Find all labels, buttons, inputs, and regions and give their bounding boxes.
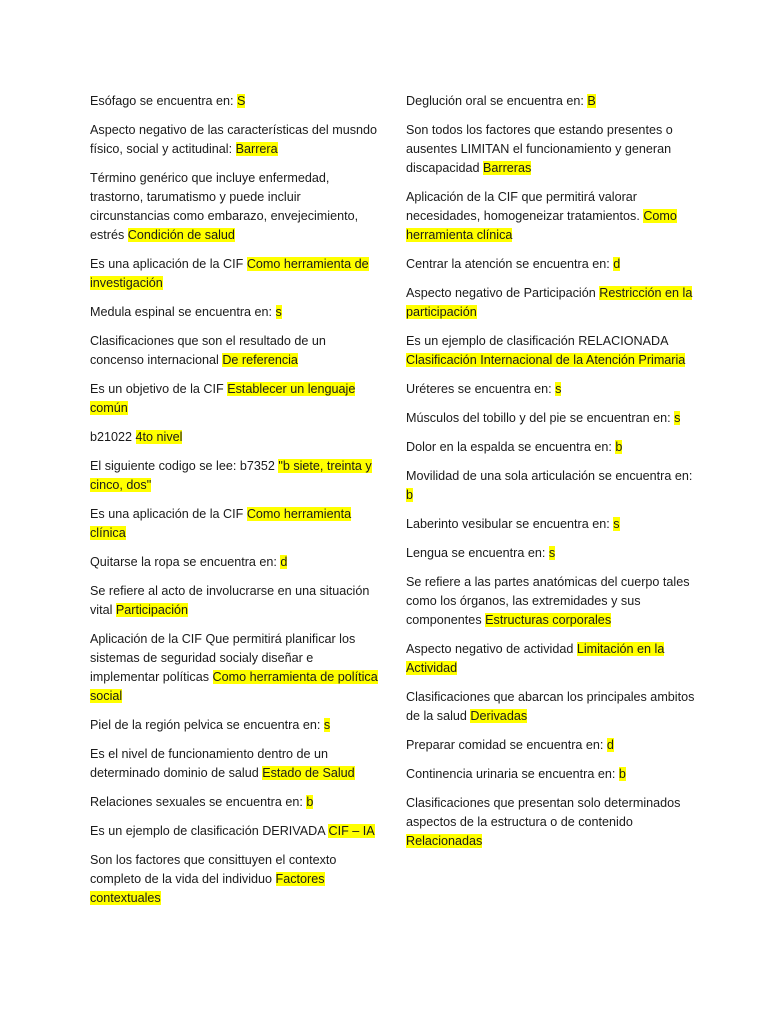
qa-entry bbox=[406, 640, 696, 678]
right-column bbox=[406, 92, 696, 861]
question-text: Es el nivel de funcionamiento dentro de un determinado dominio de salud bbox=[90, 747, 329, 780]
highlighted-answer: Limitación en la Actividad bbox=[406, 642, 665, 675]
highlighted-answer: Restricción en la participación bbox=[406, 286, 693, 319]
qa-entry bbox=[90, 169, 380, 245]
qa-entry bbox=[90, 92, 380, 111]
highlighted-answer: Establecer un lenguaje común bbox=[90, 382, 356, 415]
qa-entry bbox=[406, 765, 696, 784]
qa-entry bbox=[406, 92, 696, 111]
qa-entry bbox=[406, 688, 696, 726]
question-text: Laberinto vesibular se encuentra en: bbox=[406, 517, 614, 531]
question-text: Preparar comidad se encuentra en: bbox=[406, 738, 607, 752]
highlighted-answer: Como herramienta clínica bbox=[90, 507, 352, 540]
question-text: Aplicación de la CIF que permitirá valorar necesidades, homogeneizar tratamientos. bbox=[406, 190, 644, 223]
highlighted-answer: s bbox=[674, 411, 681, 425]
qa-entry bbox=[90, 716, 380, 735]
question-text: Medula espinal se encuentra en: bbox=[90, 305, 276, 319]
highlighted-answer: Factores contextuales bbox=[90, 872, 325, 905]
highlighted-answer: s bbox=[275, 305, 282, 319]
question-text: Continencia urinaria se encuentra en: bbox=[406, 767, 619, 781]
question-text: Lengua se encuentra en: bbox=[406, 546, 549, 560]
question-text: Deglución oral se encuentra en: bbox=[406, 94, 588, 108]
question-text: Aplicación de la CIF Que permitirá planificar los sistemas de seguridad socialy diseñar e implementar políticas bbox=[90, 632, 356, 684]
qa-entry bbox=[90, 303, 380, 322]
highlighted-answer: Derivadas bbox=[470, 709, 528, 723]
question-text: Clasificaciones que abarcan los principales ambitos de la salud bbox=[406, 690, 695, 723]
highlighted-answer: Clasificación Internacional de la Atención Primaria bbox=[406, 353, 686, 367]
qa-entry bbox=[406, 188, 696, 245]
qa-entry bbox=[90, 332, 380, 370]
highlighted-answer: Relacionadas bbox=[406, 834, 483, 848]
highlighted-answer: d bbox=[280, 555, 288, 569]
highlighted-answer: b bbox=[406, 488, 414, 502]
question-text: Esófago se encuentra en: bbox=[90, 94, 238, 108]
highlighted-answer: Condición de salud bbox=[127, 228, 235, 242]
question-text: Se refiere a las partes anatómicas del cuerpo tales como los órganos, las extremidades y sus componentes bbox=[406, 575, 690, 627]
question-text: Dolor en la espalda se encuentra en: bbox=[406, 440, 616, 454]
qa-entry bbox=[406, 332, 696, 370]
highlighted-answer: Como herramienta de política social bbox=[90, 670, 378, 703]
qa-entry bbox=[406, 794, 696, 851]
qa-entry bbox=[406, 438, 696, 457]
highlighted-answer: Estructuras corporales bbox=[485, 613, 612, 627]
qa-entry bbox=[406, 380, 696, 399]
highlighted-answer: S bbox=[237, 94, 246, 108]
qa-entry bbox=[406, 284, 696, 322]
question-text: Músculos del tobillo y del pie se encuentran en: bbox=[406, 411, 675, 425]
qa-entry bbox=[90, 793, 380, 812]
question-text: Son todos los factores que estando presentes o ausentes LIMITAN el funcionamiento y generan discapacidad bbox=[406, 123, 673, 175]
left-column bbox=[90, 92, 380, 918]
qa-entry bbox=[90, 380, 380, 418]
qa-entry bbox=[406, 409, 696, 428]
highlighted-answer: s bbox=[555, 382, 562, 396]
question-text: El siguiente codigo se lee: b7352 bbox=[90, 459, 279, 473]
highlighted-answer: b bbox=[618, 767, 626, 781]
highlighted-answer: 4to nivel bbox=[135, 430, 183, 444]
highlighted-answer: B bbox=[587, 94, 596, 108]
qa-entry bbox=[90, 851, 380, 908]
question-text: Aspecto negativo de las características del musndo físico, social y actitudinal: bbox=[90, 123, 378, 156]
highlighted-answer: s bbox=[613, 517, 620, 531]
qa-entry bbox=[90, 582, 380, 620]
highlighted-answer: Barrera bbox=[235, 142, 278, 156]
question-text: Es una aplicación de la CIF bbox=[90, 507, 247, 521]
highlighted-answer: Como herramienta de investigación bbox=[90, 257, 369, 290]
highlighted-answer: s bbox=[548, 546, 556, 560]
qa-entry bbox=[406, 573, 696, 630]
qa-entry bbox=[90, 505, 380, 543]
highlighted-answer: d bbox=[613, 257, 621, 271]
qa-entry bbox=[90, 121, 380, 159]
question-text: Uréteres se encuentra en: bbox=[406, 382, 556, 396]
qa-entry bbox=[90, 553, 380, 572]
highlighted-answer: Como herramienta clínica bbox=[406, 209, 677, 242]
question-text: Centrar la atención se encuentra en: bbox=[406, 257, 614, 271]
qa-entry bbox=[90, 630, 380, 706]
qa-entry bbox=[406, 544, 696, 563]
question-text: Es un ejemplo de clasificación RELACIONADA bbox=[406, 334, 668, 348]
question-text: Quitarse la ropa se encuentra en: bbox=[90, 555, 281, 569]
qa-entry bbox=[406, 255, 696, 274]
question-text: Clasificaciones que son el resultado de un concenso internacional bbox=[90, 334, 326, 367]
question-text: Aspecto negativo de Participación bbox=[406, 286, 600, 300]
question-text: b21022 bbox=[90, 430, 136, 444]
question-text: Piel de la región pelvica se encuentra en: bbox=[90, 718, 324, 732]
highlighted-answer: Barreras bbox=[483, 161, 532, 175]
qa-entry bbox=[406, 515, 696, 534]
question-text: Término genérico que incluye enfermedad, trastorno, tarumatismo y puede incluir circunstancias como embarazo, envejecimiento, estrés bbox=[90, 171, 359, 242]
qa-entry bbox=[90, 745, 380, 783]
highlighted-answer: Estado de Salud bbox=[262, 766, 355, 780]
question-text: Se refiere al acto de involucrarse en una situación vital bbox=[90, 584, 370, 617]
question-text: Es un objetivo de la CIF bbox=[90, 382, 228, 396]
highlighted-answer: De referencia bbox=[222, 353, 298, 367]
highlighted-answer: s bbox=[323, 718, 331, 732]
question-text: Son los factores que consittuyen el contexto completo de la vida del individuo bbox=[90, 853, 337, 886]
qa-entry bbox=[90, 822, 380, 841]
question-text: Movilidad de una sola articulación se encuentra en: bbox=[406, 469, 693, 483]
question-text: Aspecto negativo de actividad bbox=[406, 642, 577, 656]
qa-entry bbox=[406, 736, 696, 755]
question-text: Es una aplicación de la CIF bbox=[90, 257, 247, 271]
qa-entry bbox=[90, 428, 380, 447]
qa-entry bbox=[90, 457, 380, 495]
highlighted-answer: d bbox=[606, 738, 614, 752]
qa-entry bbox=[406, 121, 696, 178]
qa-entry bbox=[90, 255, 380, 293]
question-text: Relaciones sexuales se encuentra en: bbox=[90, 795, 307, 809]
highlighted-answer: b bbox=[615, 440, 623, 454]
highlighted-answer: Participación bbox=[115, 603, 189, 617]
highlighted-answer: "b siete, treinta y cinco, dos" bbox=[90, 459, 372, 492]
qa-entry bbox=[406, 467, 696, 505]
question-text: Clasificaciones que presentan solo determinados aspectos de la estructura o de contenido bbox=[406, 796, 681, 829]
question-text: Es un ejemplo de clasificación DERIVADA bbox=[90, 824, 329, 838]
highlighted-answer: CIF – IA bbox=[328, 824, 375, 838]
highlighted-answer: b bbox=[306, 795, 314, 809]
